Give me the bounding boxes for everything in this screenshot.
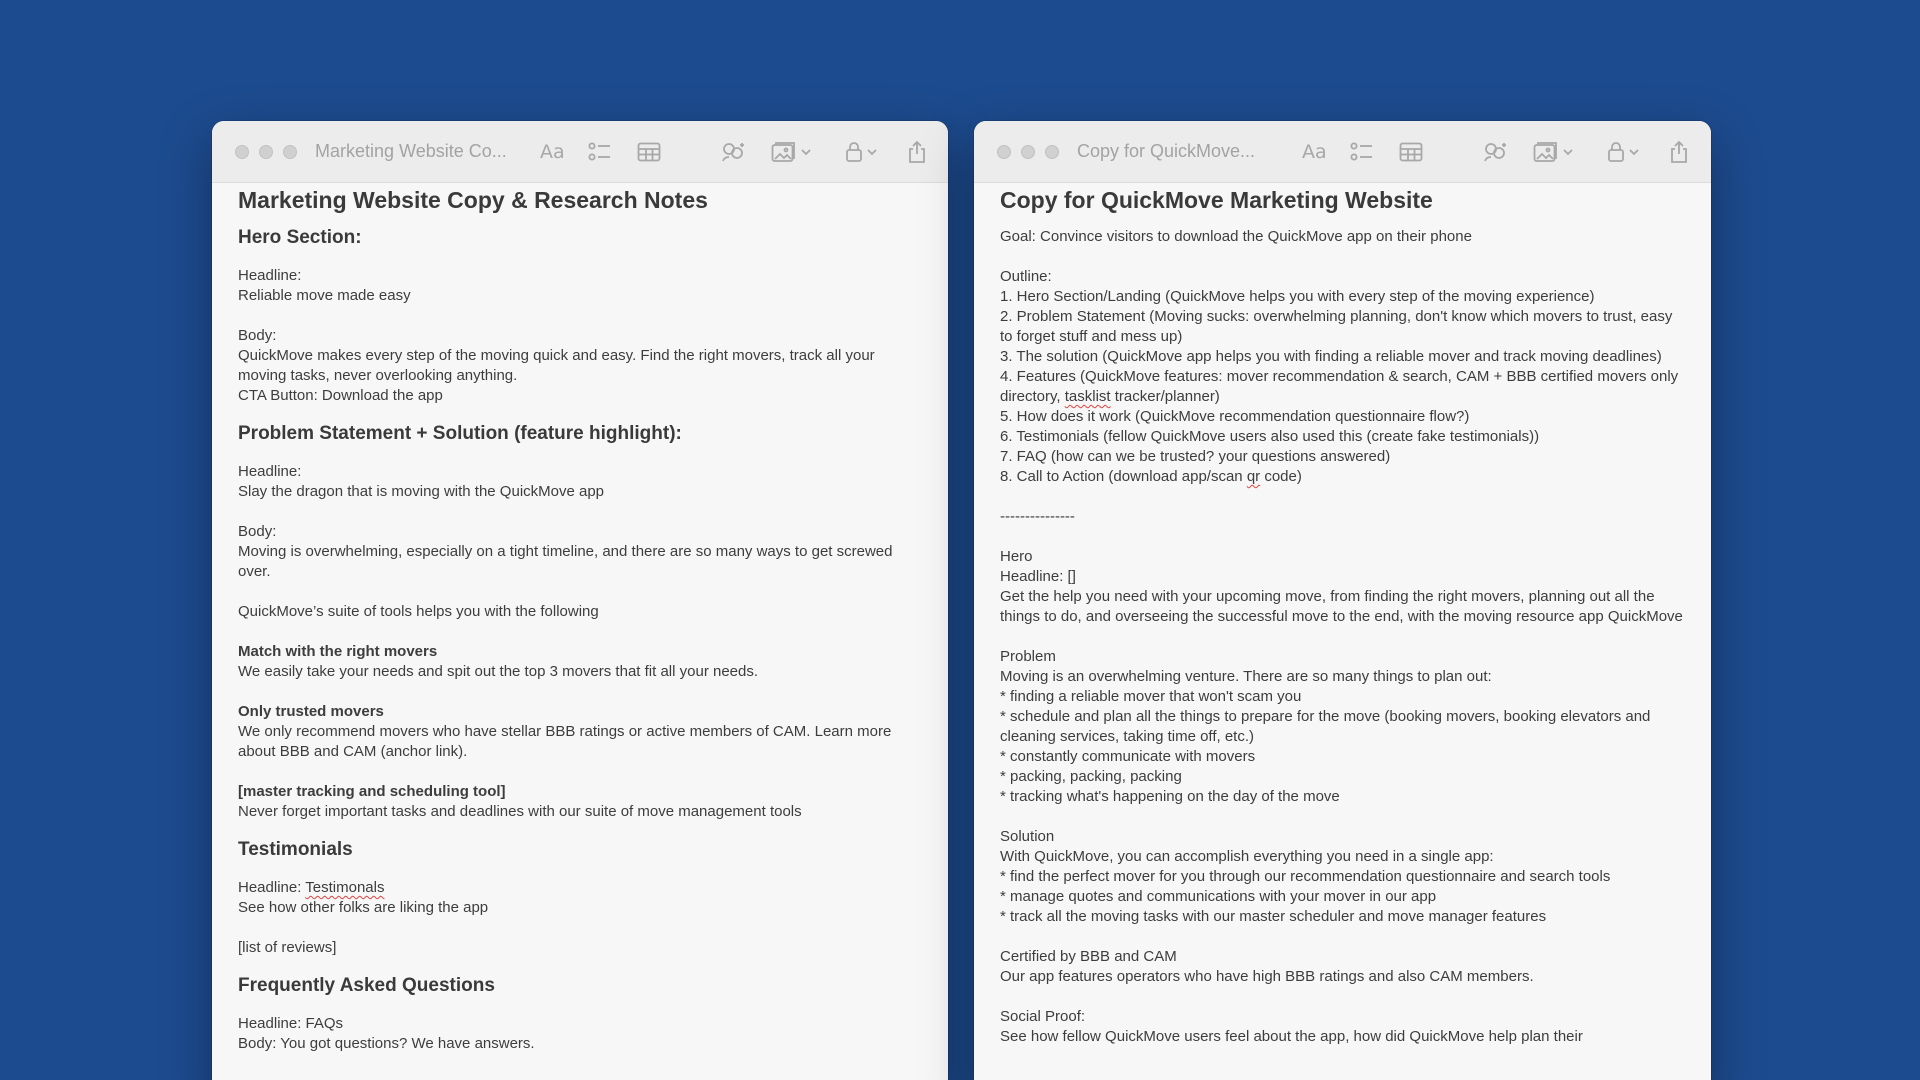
share-icon[interactable]	[1669, 140, 1689, 164]
list-item: * packing, packing, packing	[1000, 768, 1182, 785]
text-line: Hero	[1000, 548, 1033, 565]
text-paragraph: Get the help you need with your upcoming move, from finding the right movers, planning out all the things to do, and overseeing the successful move to the end, with the moving resource app QuickMove	[1000, 588, 1683, 625]
text-line: Headline: FAQs	[238, 1015, 344, 1032]
notes-window-right	[974, 121, 1711, 1080]
doc-title: Copy for QuickMove Marketing Website	[1000, 187, 1433, 213]
format-text-icon[interactable]: Aa	[1302, 140, 1327, 163]
outline-item: 6. Testimonials (fellow QuickMove users also used this (create fake testimonials))	[1000, 428, 1540, 445]
media-icon[interactable]	[1533, 141, 1573, 163]
outline-item: 2. Problem Statement (Moving sucks: overwhelming planning, don't know which movers to trust, easy to forget stuff and mess up)	[1000, 308, 1677, 345]
list-item: * constantly communicate with movers	[1000, 748, 1256, 765]
text-line: Certified by BBB and CAM	[1000, 948, 1177, 965]
zoom-window-button[interactable]	[1045, 145, 1059, 159]
text-line: [list of reviews]	[238, 939, 337, 956]
feature-body: We only recommend movers who have stellar BBB ratings or active members of CAM. Learn more about BBB and CAM (anchor link).	[238, 723, 896, 760]
close-window-button[interactable]	[235, 145, 249, 159]
misspelled-word: tasklist	[1064, 388, 1111, 405]
text-span: 8. Call to Action (download app/scan	[1000, 468, 1247, 485]
note-body[interactable]	[974, 183, 1711, 1047]
section-heading-hero: Hero Section:	[238, 227, 362, 248]
feature-title: Only trusted movers	[238, 703, 384, 720]
misspelled-word: qr	[1246, 468, 1261, 485]
text-line: Our app features operators who have high BBB ratings and also CAM members.	[1000, 968, 1534, 985]
traffic-lights	[997, 145, 1059, 159]
text-paragraph: QuickMove makes every step of the moving quick and easy. Find the right movers, track all your moving tasks, never overlooking anything.	[238, 347, 879, 384]
doc-title: Marketing Website Copy & Research Notes	[238, 187, 708, 213]
note-body[interactable]	[212, 183, 948, 1054]
text-paragraph: Moving is overwhelming, especially on a tight timeline, and there are so many ways to get screwed over.	[238, 543, 897, 580]
checklist-icon[interactable]	[588, 141, 612, 163]
text-line: Headline:	[238, 267, 302, 284]
list-item: * manage quotes and communications with your mover in our app	[1000, 888, 1437, 905]
close-window-button[interactable]	[997, 145, 1011, 159]
text-span: 4. Features (QuickMove features: mover recommendation & search, CAM + BBB certified movers only directory,	[1000, 368, 1683, 405]
text-line: QuickMove’s suite of tools helps you with the following	[238, 603, 599, 620]
media-icon[interactable]	[771, 141, 811, 163]
text-line: See how fellow QuickMove users feel about the app, how did QuickMove help plan their	[1000, 1028, 1583, 1045]
text-line: Reliable move made easy	[238, 287, 411, 304]
text-span: Headline:	[238, 879, 306, 896]
lock-icon[interactable]	[845, 141, 877, 163]
misspelled-word: Testimonals	[305, 879, 385, 896]
text-line: Headline:	[238, 463, 302, 480]
table-icon[interactable]	[1399, 142, 1423, 162]
outline-item: 3. The solution (QuickMove app helps you with finding a reliable mover and track moving deadlines)	[1000, 348, 1662, 365]
text-line: Slay the dragon that is moving with the QuickMove app	[238, 483, 605, 500]
text-line: See how other folks are liking the app	[238, 899, 489, 916]
list-item: * find the perfect mover for you through our recommendation questionnaire and search tools	[1000, 868, 1611, 885]
outline-item: 1. Hero Section/Landing (QuickMove helps you with every step of the moving experience)	[1000, 288, 1595, 305]
notes-window-left	[212, 121, 948, 1080]
zoom-window-button[interactable]	[283, 145, 297, 159]
lock-icon[interactable]	[1607, 141, 1639, 163]
window-titlebar	[974, 121, 1711, 183]
text-line: Body:	[238, 523, 277, 540]
traffic-lights	[235, 145, 297, 159]
divider-text: ---------------	[1000, 508, 1075, 525]
window-title: Copy for QuickMove...	[1077, 141, 1256, 161]
section-heading-problem: Problem Statement + Solution (feature highlight):	[238, 423, 682, 444]
text-line: With QuickMove, you can accomplish everything you need in a single app:	[1000, 848, 1494, 865]
list-item: * track all the moving tasks with our master scheduler and move manager features	[1000, 908, 1547, 925]
feature-body: We easily take your needs and spit out the top 3 movers that fit all your needs.	[238, 663, 759, 680]
list-item: * finding a reliable mover that won't scam you	[1000, 688, 1302, 705]
section-heading-faq: Frequently Asked Questions	[238, 975, 495, 996]
format-text-icon[interactable]: Aa	[540, 140, 565, 163]
text-line: Body:	[238, 327, 277, 344]
collaborate-icon[interactable]	[720, 140, 746, 164]
text-line: Headline: []	[1000, 568, 1076, 585]
text-line: Moving is an overwhelming venture. There are so many things to plan out:	[1000, 668, 1492, 685]
list-item: * tracking what's happening on the day of the move	[1000, 788, 1340, 805]
outline-item	[1000, 367, 1685, 407]
text-line: Goal: Convince visitors to download the QuickMove app on their phone	[1000, 228, 1472, 245]
text-line	[238, 878, 922, 898]
outline-item: 5. How does it work (QuickMove recommendation questionnaire flow?)	[1000, 408, 1470, 425]
text-line: Solution	[1000, 828, 1055, 845]
text-span: code)	[1260, 468, 1302, 485]
table-icon[interactable]	[637, 142, 661, 162]
checklist-icon[interactable]	[1350, 141, 1374, 163]
text-span: tracker/planner)	[1110, 388, 1220, 405]
list-item: * schedule and plan all the things to prepare for the move (booking movers, booking elevators and cleaning services, taking time off, etc.)	[1000, 708, 1655, 745]
outline-item	[1000, 467, 1685, 487]
text-line: Body: You got questions? We have answers.	[238, 1035, 535, 1052]
text-line: Social Proof:	[1000, 1008, 1086, 1025]
collaborate-icon[interactable]	[1482, 140, 1508, 164]
text-line: Outline:	[1000, 268, 1052, 285]
feature-body: Never forget important tasks and deadlines with our suite of move management tools	[238, 803, 802, 820]
text-line: Problem	[1000, 648, 1056, 665]
window-titlebar	[212, 121, 948, 183]
share-icon[interactable]	[907, 140, 927, 164]
minimize-window-button[interactable]	[259, 145, 273, 159]
text-line: CTA Button: Download the app	[238, 387, 443, 404]
feature-title: Match with the right movers	[238, 643, 438, 660]
window-title: Marketing Website Co...	[315, 141, 507, 161]
section-heading-testimonials: Testimonials	[238, 839, 353, 860]
outline-item: 7. FAQ (how can we be trusted? your questions answered)	[1000, 448, 1391, 465]
feature-title: [master tracking and scheduling tool]	[238, 783, 506, 800]
minimize-window-button[interactable]	[1021, 145, 1035, 159]
